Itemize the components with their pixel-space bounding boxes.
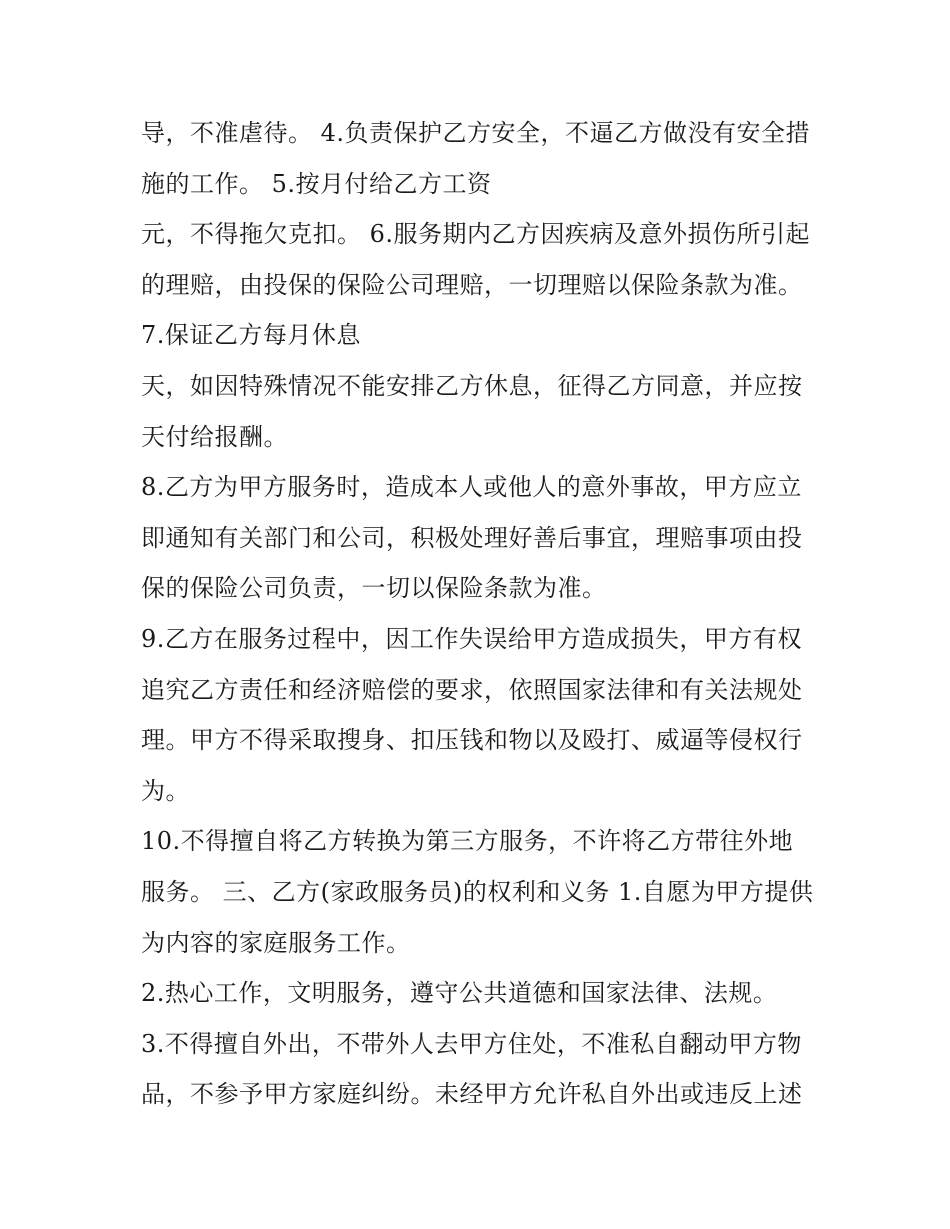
contract-text	[141, 108, 821, 1120]
text-line: 为。	[141, 776, 190, 805]
text-line: 3.不得擅自外出，不带外人去甲方住处，不准私自翻动甲方物	[141, 1029, 802, 1058]
text-line: 9.乙方在服务过程中，因工作失误给甲方造成损失，甲方有权	[141, 624, 802, 653]
text-line: 品，不参予甲方家庭纠纷。未经甲方允许私自外出或违反上述	[141, 1080, 803, 1109]
text-line: 保的保险公司负责，一切以保险条款为准。	[141, 574, 607, 603]
text-line: 元，不得拖欠克扣。 6.服务期内乙方因疾病及意外损伤所引起	[141, 220, 811, 249]
text-line: 理。甲方不得采取搜身、扣压钱和物以及殴打、威逼等侵权行	[141, 726, 803, 755]
text-line: 10.不得擅自将乙方转换为第三方服务，不许将乙方带往外地	[141, 827, 794, 856]
text-line: 天，如因特殊情况不能安排乙方休息，征得乙方同意，并应按	[141, 371, 803, 400]
text-line: 2.热心工作，文明服务，遵守公共道德和国家法律、法规。	[141, 979, 778, 1008]
text-line: 为内容的家庭服务工作。	[141, 928, 411, 957]
text-line: 8.乙方为甲方服务时，造成本人或他人的意外事故，甲方应立	[141, 473, 802, 502]
text-line: 导，不准虐待。 4.负责保护乙方安全，不逼乙方做没有安全措	[141, 119, 811, 147]
text-line: 服务。 三、乙方(家政服务员)的权利和义务 1.自愿为甲方提供	[141, 877, 814, 906]
text-line: 即通知有关部门和公司，积极处理好善后事宜，理赔事项由投	[141, 523, 803, 552]
text-line: 的理赔，由投保的保险公司理赔，一切理赔以保险条款为准。	[141, 270, 803, 299]
text-line: 7.保证乙方每月休息	[141, 321, 361, 350]
text-line: 天付给报酬。	[141, 422, 288, 451]
text-line: 追究乙方责任和经济赔偿的要求，依照国家法律和有关法规处	[141, 675, 803, 704]
text-line: 施的工作。 5.按月付给乙方工资	[141, 169, 492, 198]
